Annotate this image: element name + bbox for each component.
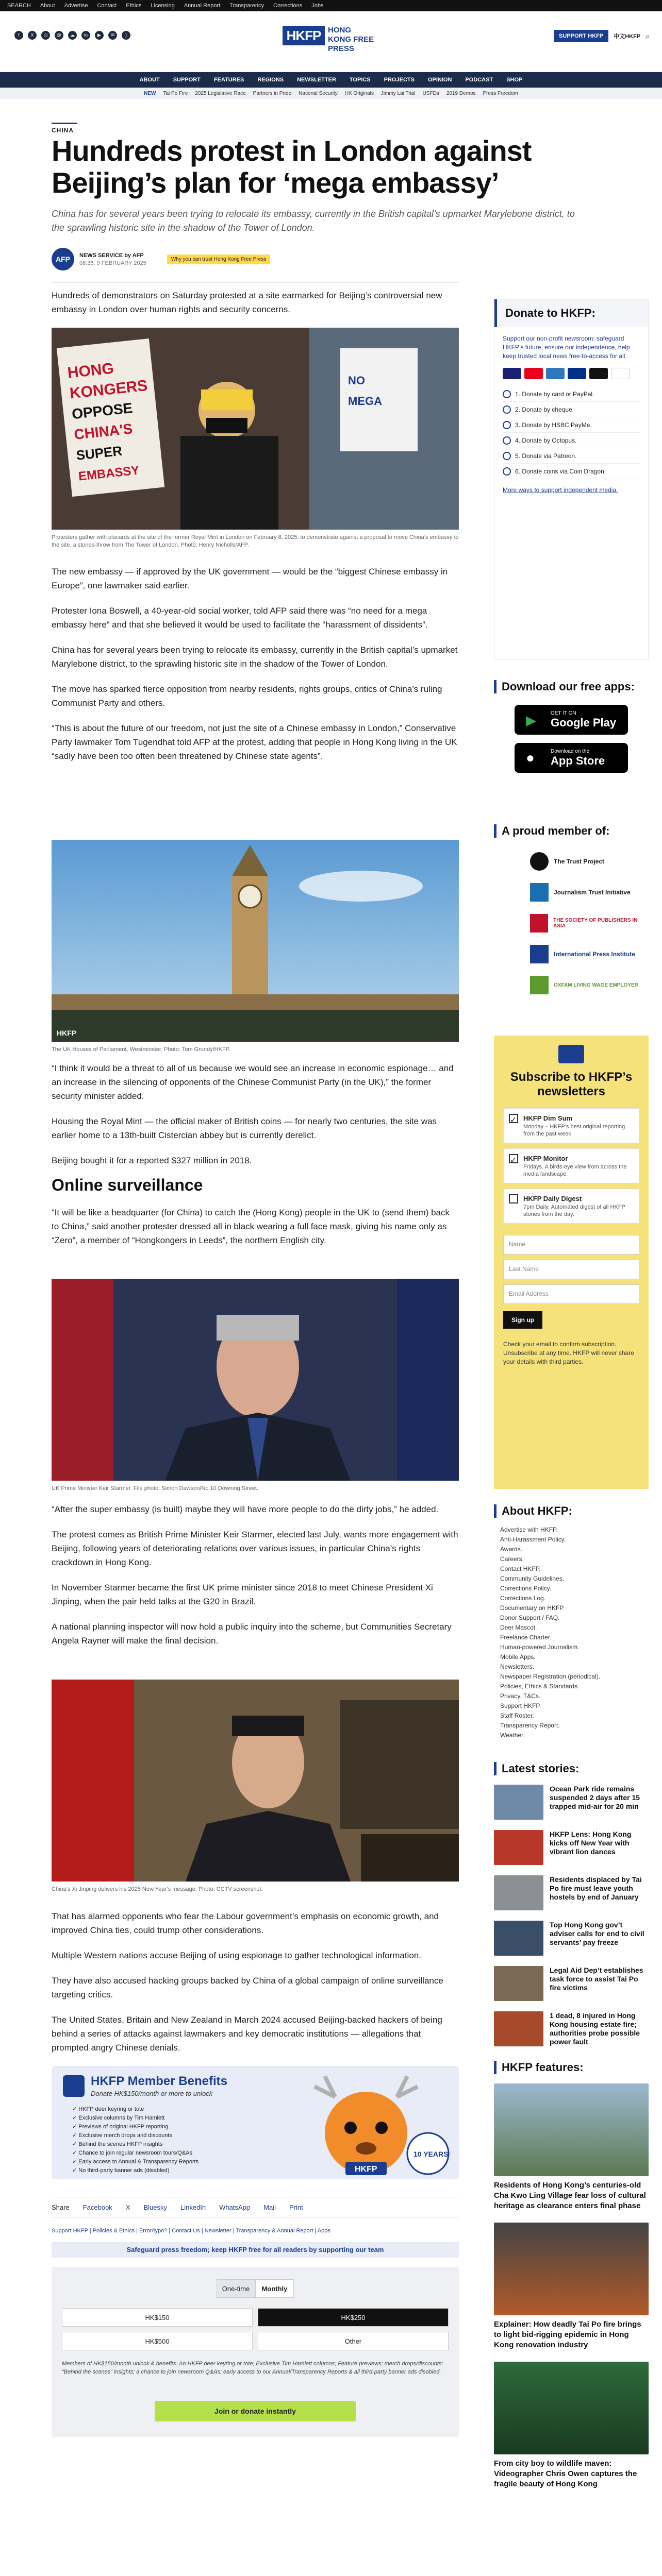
- newsletter-option[interactable]: HKFP Daily Digest 7pm Daily. Automated digest of all HKFP stories from the day.: [503, 1189, 639, 1224]
- paragraph: In November Starmer became the first UK prime minister since 2018 to meet Chinese President Xi Jinping, when the pair held talks at the G20 in Brazil.: [52, 1583, 433, 1606]
- about-link[interactable]: Mobile Apps.: [500, 1653, 536, 1660]
- member-title: A proud member of:: [494, 824, 649, 838]
- signup-note: Check your email to confirm subscription. Unsubscribe at any time. HKFP will never share your details with third parties.: [503, 1341, 634, 1365]
- utility-search[interactable]: SEARCH: [7, 3, 31, 9]
- about-link[interactable]: Advertise with HKFP.: [500, 1526, 558, 1533]
- donate-option[interactable]: 2. Donate by cheque.: [503, 402, 640, 417]
- checkbox-icon[interactable]: [509, 1194, 518, 1204]
- donate-option[interactable]: 4. Donate by Octopus.: [503, 433, 640, 448]
- amount-option[interactable]: HK$500: [62, 2332, 253, 2350]
- trending-item[interactable]: HK Originals: [344, 90, 374, 96]
- donation-panel: [52, 2267, 459, 2437]
- utility-licensing[interactable]: Licensing: [151, 3, 175, 9]
- about-link[interactable]: Contact HKFP.: [500, 1565, 541, 1572]
- latest-story[interactable]: 1 dead, 8 injured in Hong Kong housing estate fire; authorities probe possible power fault: [494, 2011, 649, 2046]
- paragraph: The United States, Britain and New Zealand in March 2024 accused Beijing-backed hackers of being behind a series of attacks against lawmakers and key democratic institutions — allegations that prompted angry Chinese denials.: [52, 2015, 442, 2053]
- amount-grid: [62, 2308, 449, 2350]
- mascot-tag: HKFP: [355, 2165, 377, 2174]
- section-heading: Online surveillance: [52, 1176, 203, 1194]
- about-link[interactable]: Staff Roster.: [500, 1712, 534, 1719]
- latest-story[interactable]: Legal Aid Dep’t establishes task force to assist Tai Po fire victims: [494, 1966, 649, 2001]
- tab-monthly[interactable]: Monthly: [255, 2279, 294, 2298]
- amount-option[interactable]: HK$150: [62, 2308, 253, 2327]
- feature-story[interactable]: Explainer: How deadly Tai Po fire brings to light bid-rigging epidemic in Hong Kong renovation industry: [494, 2223, 649, 2350]
- youtube-icon[interactable]: ▶: [95, 31, 104, 40]
- donate-text[interactable]: Support our non-profit newsroom: safeguard HKFP’s future, ensure our independence, help keep trusted local news free-to-access for all.: [503, 335, 630, 360]
- story-thumbnail: [494, 2011, 543, 2046]
- chinese-link[interactable]: 中文HKFP: [614, 33, 641, 40]
- store-small-text: Download on the: [551, 748, 590, 754]
- author-avatar: AFP: [52, 248, 74, 270]
- instagram-icon[interactable]: ◎: [41, 31, 50, 40]
- radio-icon: [503, 421, 511, 429]
- store-big-text: App Store: [551, 754, 605, 767]
- trending-item[interactable]: Jimmy Lai Trial: [380, 90, 416, 96]
- donation-note: Members of HK$150/month unlock & benefits: An HKFP deer keyring or tote; Exclusive Tim Hamlett columns; Feature previews; merch drops/discounts; “Behind the scenes” insights; a chance to join newsroom Q&As; early access to our Annual/Transparency Reports & all third-party banner ads disabled.: [62, 2361, 443, 2375]
- latest-title: Latest stories:: [494, 1762, 649, 1775]
- about-link[interactable]: Human-powered Journalism.: [500, 1643, 580, 1651]
- ipi-icon: [530, 945, 549, 963]
- paragraph: “I think it would be a threat to all of us because we would see an increase in economic espionage… and an increase in the silencing of opponents of the Chinese Communist Party (in the UK),” the former security minister added.: [52, 1063, 454, 1101]
- starmer-photo-art: [52, 1279, 459, 1481]
- about-link[interactable]: Freelance Charter.: [500, 1634, 552, 1641]
- nav-support[interactable]: SUPPORT: [173, 77, 201, 83]
- share-whatsapp[interactable]: WhatsApp: [219, 2203, 251, 2211]
- about-link[interactable]: Support HKFP.: [500, 1702, 541, 1709]
- svg-text:OPPOSE: OPPOSE: [71, 400, 134, 422]
- trending-bar: [0, 88, 662, 99]
- sopa-logo[interactable]: THE SOCIETY OF PUBLISHERS IN ASIA: [530, 908, 649, 939]
- search-icon[interactable]: ⌕: [646, 31, 650, 40]
- article-body-4: [52, 1206, 459, 1259]
- about-link[interactable]: Privacy, T&Cs.: [500, 1692, 541, 1700]
- email-field[interactable]: Email Address: [503, 1284, 639, 1304]
- benefit-item: ✓ Exclusive merch drops and discounts: [72, 2132, 172, 2139]
- radio-icon: [503, 436, 511, 445]
- article-category[interactable]: CHINA: [52, 127, 74, 134]
- benefit-item: ✓ Behind the scenes HKFP insights: [72, 2141, 163, 2147]
- amount-other[interactable]: Other: [258, 2332, 449, 2350]
- svg-text:KONGERS: KONGERS: [69, 377, 148, 402]
- paragraph: That has alarmed opponents who fear the Labour government’s emphasis on economic growth, and improved China ties, could trump other considerations.: [52, 1911, 439, 1935]
- article-body-5: [52, 1502, 459, 1659]
- trending-item[interactable]: Press Freedom: [483, 90, 518, 96]
- nav-opinion[interactable]: OPINION: [427, 77, 452, 83]
- about-link[interactable]: Anti-Harassment Policy.: [500, 1536, 566, 1543]
- xi-photo-art: [52, 1680, 459, 1882]
- story-thumbnail: [494, 1785, 543, 1820]
- facebook-icon[interactable]: f: [14, 31, 23, 40]
- paragraph: Beijing bought it for a reported $327 million in 2018.: [52, 1156, 252, 1165]
- amex-icon: [546, 368, 565, 379]
- signup-form: [503, 1235, 639, 1329]
- latest-story[interactable]: HKFP Lens: Hong Kong kicks off New Year with vibrant lion dances: [494, 1830, 649, 1865]
- about-link[interactable]: Weather.: [500, 1732, 525, 1739]
- deer-mascot-icon: [278, 2071, 454, 2179]
- ipi-logo[interactable]: International Press Institute: [530, 939, 649, 970]
- site-header: [0, 11, 662, 72]
- trust-badge[interactable]: Why you can trust Hong Kong Free Press: [167, 255, 271, 264]
- about-link[interactable]: Corrections Policy.: [500, 1585, 552, 1592]
- story-thumbnail: [494, 1875, 543, 1910]
- donate-option[interactable]: 5. Donate via Patreon.: [503, 448, 640, 464]
- mastercard-icon: [524, 368, 543, 379]
- about-link[interactable]: Careers.: [500, 1555, 524, 1563]
- store-small-text: GET IT ON: [551, 710, 576, 716]
- utility-transparency[interactable]: Transparency: [229, 3, 264, 9]
- visa-icon: [503, 368, 521, 379]
- member-logos: [494, 846, 649, 1001]
- app-store-button[interactable]: [515, 743, 628, 773]
- feature-image: [494, 2083, 649, 2176]
- store-big-text: Google Play: [551, 716, 617, 729]
- radio-icon: [503, 467, 511, 476]
- benefit-item: ✓ Previews of original HKFP reporting: [72, 2124, 169, 2130]
- name-field[interactable]: Name: [503, 1235, 639, 1255]
- utility-bar: [0, 0, 662, 11]
- paragraph: The move has sparked fierce opposition from nearby residents, rights groups, critics of China’s ruling Communist Party and others.: [52, 684, 442, 708]
- nav-topics[interactable]: TOPICS: [349, 77, 371, 83]
- trending-item[interactable]: USFDs: [422, 90, 439, 96]
- donate-option[interactable]: 3. Donate by HSBC PayMe.: [503, 417, 640, 433]
- protest-photo: [52, 328, 459, 530]
- linkedin-icon[interactable]: in: [81, 31, 90, 40]
- trending-item[interactable]: 2019 Demos: [446, 90, 476, 96]
- radio-icon: [503, 452, 511, 460]
- nav-newsletter[interactable]: NEWSLETTER: [297, 77, 336, 83]
- about-link[interactable]: Deer Mascot.: [500, 1624, 537, 1631]
- svg-text:HKFP: HKFP: [57, 1029, 77, 1037]
- utility-about[interactable]: About: [40, 3, 55, 9]
- utility-annual-report[interactable]: Annual Report: [184, 3, 221, 9]
- share-x[interactable]: X: [125, 2203, 130, 2211]
- about-link[interactable]: Documentary on HKFP.: [500, 1604, 565, 1612]
- membership-widget: [494, 824, 649, 1001]
- newsletter-widget: [494, 1036, 649, 1489]
- about-widget: [494, 1504, 649, 1740]
- trust-project-logo[interactable]: The Trust Project: [530, 846, 649, 877]
- radio-icon: [503, 390, 511, 398]
- photo-caption: The UK Houses of Parliament, Westminster. Photo: Tom Grundy/HKFP.: [52, 1046, 230, 1053]
- footer-links[interactable]: Support HKFP | Policies & Ethics | Error/typo? | Contact Us | Newsletter | Transparency & Annual Report | Apps: [52, 2228, 330, 2234]
- tab-one-time[interactable]: One-time: [217, 2279, 255, 2298]
- about-link[interactable]: Awards.: [500, 1546, 523, 1553]
- trending-label: NEW: [144, 90, 156, 96]
- amount-option-selected[interactable]: HK$250: [258, 2308, 449, 2327]
- about-link[interactable]: Corrections Log.: [500, 1595, 546, 1602]
- story-thumbnail: [494, 1921, 543, 1956]
- about-link[interactable]: Newspaper Registration (periodical).: [500, 1673, 601, 1680]
- apple-icon: ●: [526, 750, 535, 766]
- protest-photo-art: [52, 328, 459, 530]
- nav-features[interactable]: FEATURES: [213, 77, 244, 83]
- share-mail[interactable]: Mail: [263, 2203, 276, 2211]
- newsletter-icon: [503, 1045, 639, 1066]
- newsletter-option[interactable]: ✓ HKFP Dim Sum Monday – HKFP’s best original reporting from the past week.: [503, 1108, 639, 1143]
- share-bar: [52, 2197, 459, 2217]
- paragraph: “It will be like a headquarter (for China) to catch the (Hong Kong) people in the UK to (send them) back to China,” said another protester dressed all in black wearing a full face mask, giving his name only as “Zero”, a member of “Hongkongers in Leeds”, the northern English city.: [52, 1208, 450, 1245]
- feature-image: [494, 2362, 649, 2454]
- paragraph: Multiple Western nations accuse Beijing of using espionage to gather technological information.: [52, 1951, 421, 1960]
- donate-widget: [494, 299, 649, 659]
- donate-option[interactable]: 1. Donate by card or PayPal.: [503, 386, 640, 402]
- category-rule: [52, 123, 77, 124]
- donate-title: Donate to HKFP:: [494, 299, 648, 327]
- donate-option[interactable]: 6. Donate coins via Coin Dragon.: [503, 464, 640, 479]
- nav-projects[interactable]: PROJECTS: [384, 77, 415, 83]
- email-icon[interactable]: ✉: [108, 31, 117, 40]
- paragraph: “This is about the future of our freedom, not just the site of a Chinese embassy in London,” Conservative Party lawmaker Tom Tugendhat told AFP at the protest, adding that people in Hong Kong living in the UK “sadly have been too often been threatened by Chinese state agents”.: [52, 723, 457, 761]
- rss-icon[interactable]: ): [122, 31, 130, 40]
- latest-story[interactable]: Ocean Park ride remains suspended 2 days after 15 trapped mid-air for 20 min: [494, 1785, 649, 1820]
- paypal-icon: [568, 368, 586, 379]
- svg-text:NO: NO: [348, 374, 365, 387]
- trending-item[interactable]: 2025 Legislative Race: [195, 90, 246, 96]
- article-body-3: [52, 1061, 459, 1179]
- share-facebook[interactable]: Facebook: [82, 2203, 112, 2211]
- logo-mark: HKFP: [283, 26, 325, 45]
- join-button[interactable]: Join or donate instantly: [155, 2401, 356, 2421]
- nav-regions[interactable]: REGIONS: [257, 77, 284, 83]
- paragraph: Protester Iona Boswell, a 40-year-old social worker, told AFP said there was “no need for a mega embassy here” and that she believed it would be used to facilitate the “harassment of dissidents”.: [52, 606, 428, 630]
- share-linkedin[interactable]: LinkedIn: [180, 2203, 206, 2211]
- header-actions: [554, 30, 650, 42]
- googlepay-icon: [611, 368, 630, 379]
- about-link[interactable]: Transparency Report.: [500, 1722, 560, 1729]
- apps-title: Download our free apps:: [494, 680, 649, 693]
- frequency-tabs: [217, 2279, 294, 2298]
- benefit-item: ✓ Early access to Annual & Transparency Reports: [72, 2159, 199, 2165]
- parliament-photo-art: [52, 840, 459, 1042]
- article-body-1: [52, 289, 459, 328]
- article-title: Hundreds protest in London against Beijing’s plan for ‘mega embassy’: [52, 134, 532, 199]
- jti-icon: [530, 883, 549, 902]
- svg-text:CHINA'S: CHINA'S: [73, 420, 134, 443]
- oxfam-icon: [530, 976, 549, 994]
- feature-story[interactable]: From city boy to wildlife maven: Videographer Chris Owen captures the fragile beauty of Hong Kong: [494, 2362, 649, 2489]
- play-icon: ▶: [526, 713, 536, 728]
- trending-item[interactable]: Tai Po Fire: [163, 90, 188, 96]
- paragraph: Housing the Royal Mint — the official maker of British coins — for nearly two centuries, the site was earlier home to a 13th-built Cistercian abbey but is currently derelict.: [52, 1116, 437, 1140]
- feature-story[interactable]: Residents of Hong Kong’s centuries-old Cha Kwo Ling Village fear loss of cultural heritage as clearance enters final phase: [494, 2083, 649, 2211]
- article-dek: China has for several years been trying to relocate its embassy, currently in the British capital’s upmarket Marylebone district, to the sprawling historic site in the shadow of the Tower of London.: [52, 209, 575, 233]
- benefit-item: ✓ Chance to join regular newsroom tours/Q&As: [72, 2150, 192, 2156]
- benefit-item: ✓ No third-party banner ads (disabled): [72, 2167, 170, 2174]
- about-link[interactable]: Policies, Ethics & Standards.: [500, 1683, 580, 1690]
- social-icons: [14, 31, 130, 40]
- utility-advertise[interactable]: Advertise: [64, 3, 88, 9]
- google-play-button[interactable]: [515, 705, 628, 735]
- utility-corrections[interactable]: Corrections: [273, 3, 303, 9]
- about-list: [494, 1525, 649, 1740]
- svg-text:EMBASSY: EMBASSY: [77, 463, 140, 484]
- nav-shop[interactable]: SHOP: [506, 77, 523, 83]
- article-body-6: [52, 1909, 459, 2066]
- banner-title: HKFP Member Benefits: [91, 2074, 227, 2088]
- latest-story[interactable]: Residents displaced by Tai Po fire must leave youth hostels by end of January: [494, 1875, 649, 1910]
- latest-widget: [494, 1762, 649, 2057]
- radio-icon: [503, 405, 511, 414]
- story-thumbnail: [494, 1966, 543, 2001]
- svg-text:MEGA: MEGA: [348, 395, 382, 408]
- trending-item[interactable]: National Security: [299, 90, 338, 96]
- benefit-item: ✓ HKFP deer keyring or tote: [72, 2106, 144, 2112]
- features-title: HKFP features:: [494, 2061, 649, 2074]
- newsletter-title: Subscribe to HKFP’s newsletters: [510, 1070, 633, 1098]
- support-button[interactable]: SUPPORT HKFP: [554, 30, 608, 42]
- utility-jobs[interactable]: Jobs: [311, 3, 324, 9]
- apps-widget: [494, 680, 649, 773]
- member-benefits-banner[interactable]: [52, 2066, 459, 2179]
- nav-about[interactable]: ABOUT: [139, 77, 160, 83]
- jti-logo[interactable]: Journalism Trust Initiative: [530, 877, 649, 908]
- story-thumbnail: [494, 1830, 543, 1865]
- about-link[interactable]: Newsletters.: [500, 1663, 535, 1670]
- nav-podcast[interactable]: PODCAST: [465, 77, 493, 83]
- last-name-field[interactable]: Last Name: [503, 1260, 639, 1279]
- main-nav: [0, 72, 662, 88]
- bluesky-icon[interactable]: ☁: [68, 31, 77, 40]
- about-title: About HKFP:: [494, 1504, 649, 1518]
- anniversary-badge: 10 YEARS: [413, 2150, 449, 2158]
- oxfam-logo[interactable]: OXFAM LIVING WAGE EMPLOYER: [530, 970, 649, 1001]
- photo-caption: Protesters gather with placards at the site of the former Royal Mint in London on February 8, 2025, to demonstrate against a proposal to move China’s embassy to the site, a stones-throw from The Tower of London. Photo: Henry Nicholls/AFP.: [52, 534, 459, 548]
- byline-date: 08:36, 9 FEBRUARY 2025: [79, 260, 146, 266]
- byline: [52, 246, 270, 272]
- site-logo[interactable]: [283, 23, 380, 53]
- newsletter-option[interactable]: ✓ HKFP Monitor Fridays. A birds-eye view from across the media landscape.: [503, 1148, 639, 1183]
- donate-options: [494, 379, 648, 486]
- paragraph: China has for several years been trying to relocate its embassy, currently in the British capital’s upmarket Marylebone district, to the sprawling historic site in the shadow of the Tower of London.: [52, 645, 458, 669]
- support-strip[interactable]: Safeguard press freedom; keep HKFP free for all readers by supporting our team: [52, 2242, 459, 2258]
- svg-text:HONG: HONG: [67, 360, 115, 382]
- feature-image: [494, 2223, 649, 2315]
- threads-icon[interactable]: @: [55, 31, 63, 40]
- trending-item[interactable]: Partners in Pride: [253, 90, 292, 96]
- banner-subtitle: Donate HK$150/month or more to unlock: [91, 2090, 213, 2097]
- about-link[interactable]: Community Guidelines.: [500, 1575, 565, 1582]
- benefits-list: [72, 2105, 198, 2175]
- article-body-2: [52, 565, 459, 774]
- paragraph: They have also accused hacking groups backed by China of a global campaign of online surveillance targeting critics.: [52, 1976, 443, 1999]
- svg-text:SUPER: SUPER: [75, 443, 123, 463]
- share-label: Share: [52, 2203, 70, 2211]
- x-icon[interactable]: X: [28, 31, 37, 40]
- paragraph: Hundreds of demonstrators on Saturday protested at a site earmarked for Beijing’s controversial new embassy in London over human rights and security concerns.: [52, 291, 442, 314]
- signup-button[interactable]: Sign up: [503, 1311, 542, 1329]
- byline-divider: [52, 282, 459, 283]
- sopa-icon: [530, 914, 548, 933]
- trust-project-icon: [530, 852, 549, 871]
- about-link[interactable]: Donor Support / FAQ.: [500, 1614, 560, 1621]
- logo-name: HONG KONG FREE PRESS: [328, 26, 374, 53]
- parliament-photo: [52, 840, 459, 1042]
- photo-caption: UK Prime Minister Keir Starmer. File photo: Simon Dawson/No 10 Downing Street.: [52, 1485, 259, 1492]
- paragraph: “After the super embassy (is built) maybe they will have more people to do the dirty jobs,” he added.: [52, 1504, 439, 1514]
- share-bluesky[interactable]: Bluesky: [143, 2203, 167, 2211]
- utility-contact[interactable]: Contact: [97, 3, 117, 9]
- byline-author[interactable]: NEWS SERVICE by AFP: [79, 252, 144, 259]
- photo-caption: China’s Xi Jinping delivers his 2025 New Year’s message. Photo: CCTV screenshot.: [52, 1886, 263, 1892]
- benefit-item: ✓ Exclusive columns by Tim Hamlett: [72, 2115, 165, 2121]
- latest-story[interactable]: Top Hong Kong gov’t adviser calls for end to civil servants’ pay freeze: [494, 1921, 649, 1956]
- starmer-photo: [52, 1279, 459, 1481]
- paragraph: The new embassy — if approved by the UK government — would be the “biggest Chinese embassy in Europe”, one lawmaker said earlier.: [52, 567, 448, 590]
- xi-photo: [52, 1680, 459, 1882]
- paragraph: A national planning inspector will now hold a public inquiry into the scheme, but Communities Secretary Angela Rayner will make the final decision.: [52, 1622, 452, 1646]
- share-print[interactable]: Print: [289, 2203, 303, 2211]
- paragraph: The protest comes as British Prime Minister Keir Starmer, elected last July, wants more engagement with Beijing, following years of deteriorating relations over various issues, in particular China’s rights crackdown in Hong Kong.: [52, 1530, 458, 1567]
- features-widget: [494, 2061, 649, 2489]
- more-ways-link[interactable]: More ways to support independent media.: [503, 486, 618, 494]
- checkbox-icon[interactable]: ✓: [509, 1114, 518, 1123]
- utility-ethics[interactable]: Ethics: [126, 3, 142, 9]
- payment-icons: [494, 368, 648, 379]
- checkbox-icon[interactable]: ✓: [509, 1154, 518, 1163]
- hkfp-badge-icon: [63, 2075, 85, 2097]
- applepay-icon: [589, 368, 608, 379]
